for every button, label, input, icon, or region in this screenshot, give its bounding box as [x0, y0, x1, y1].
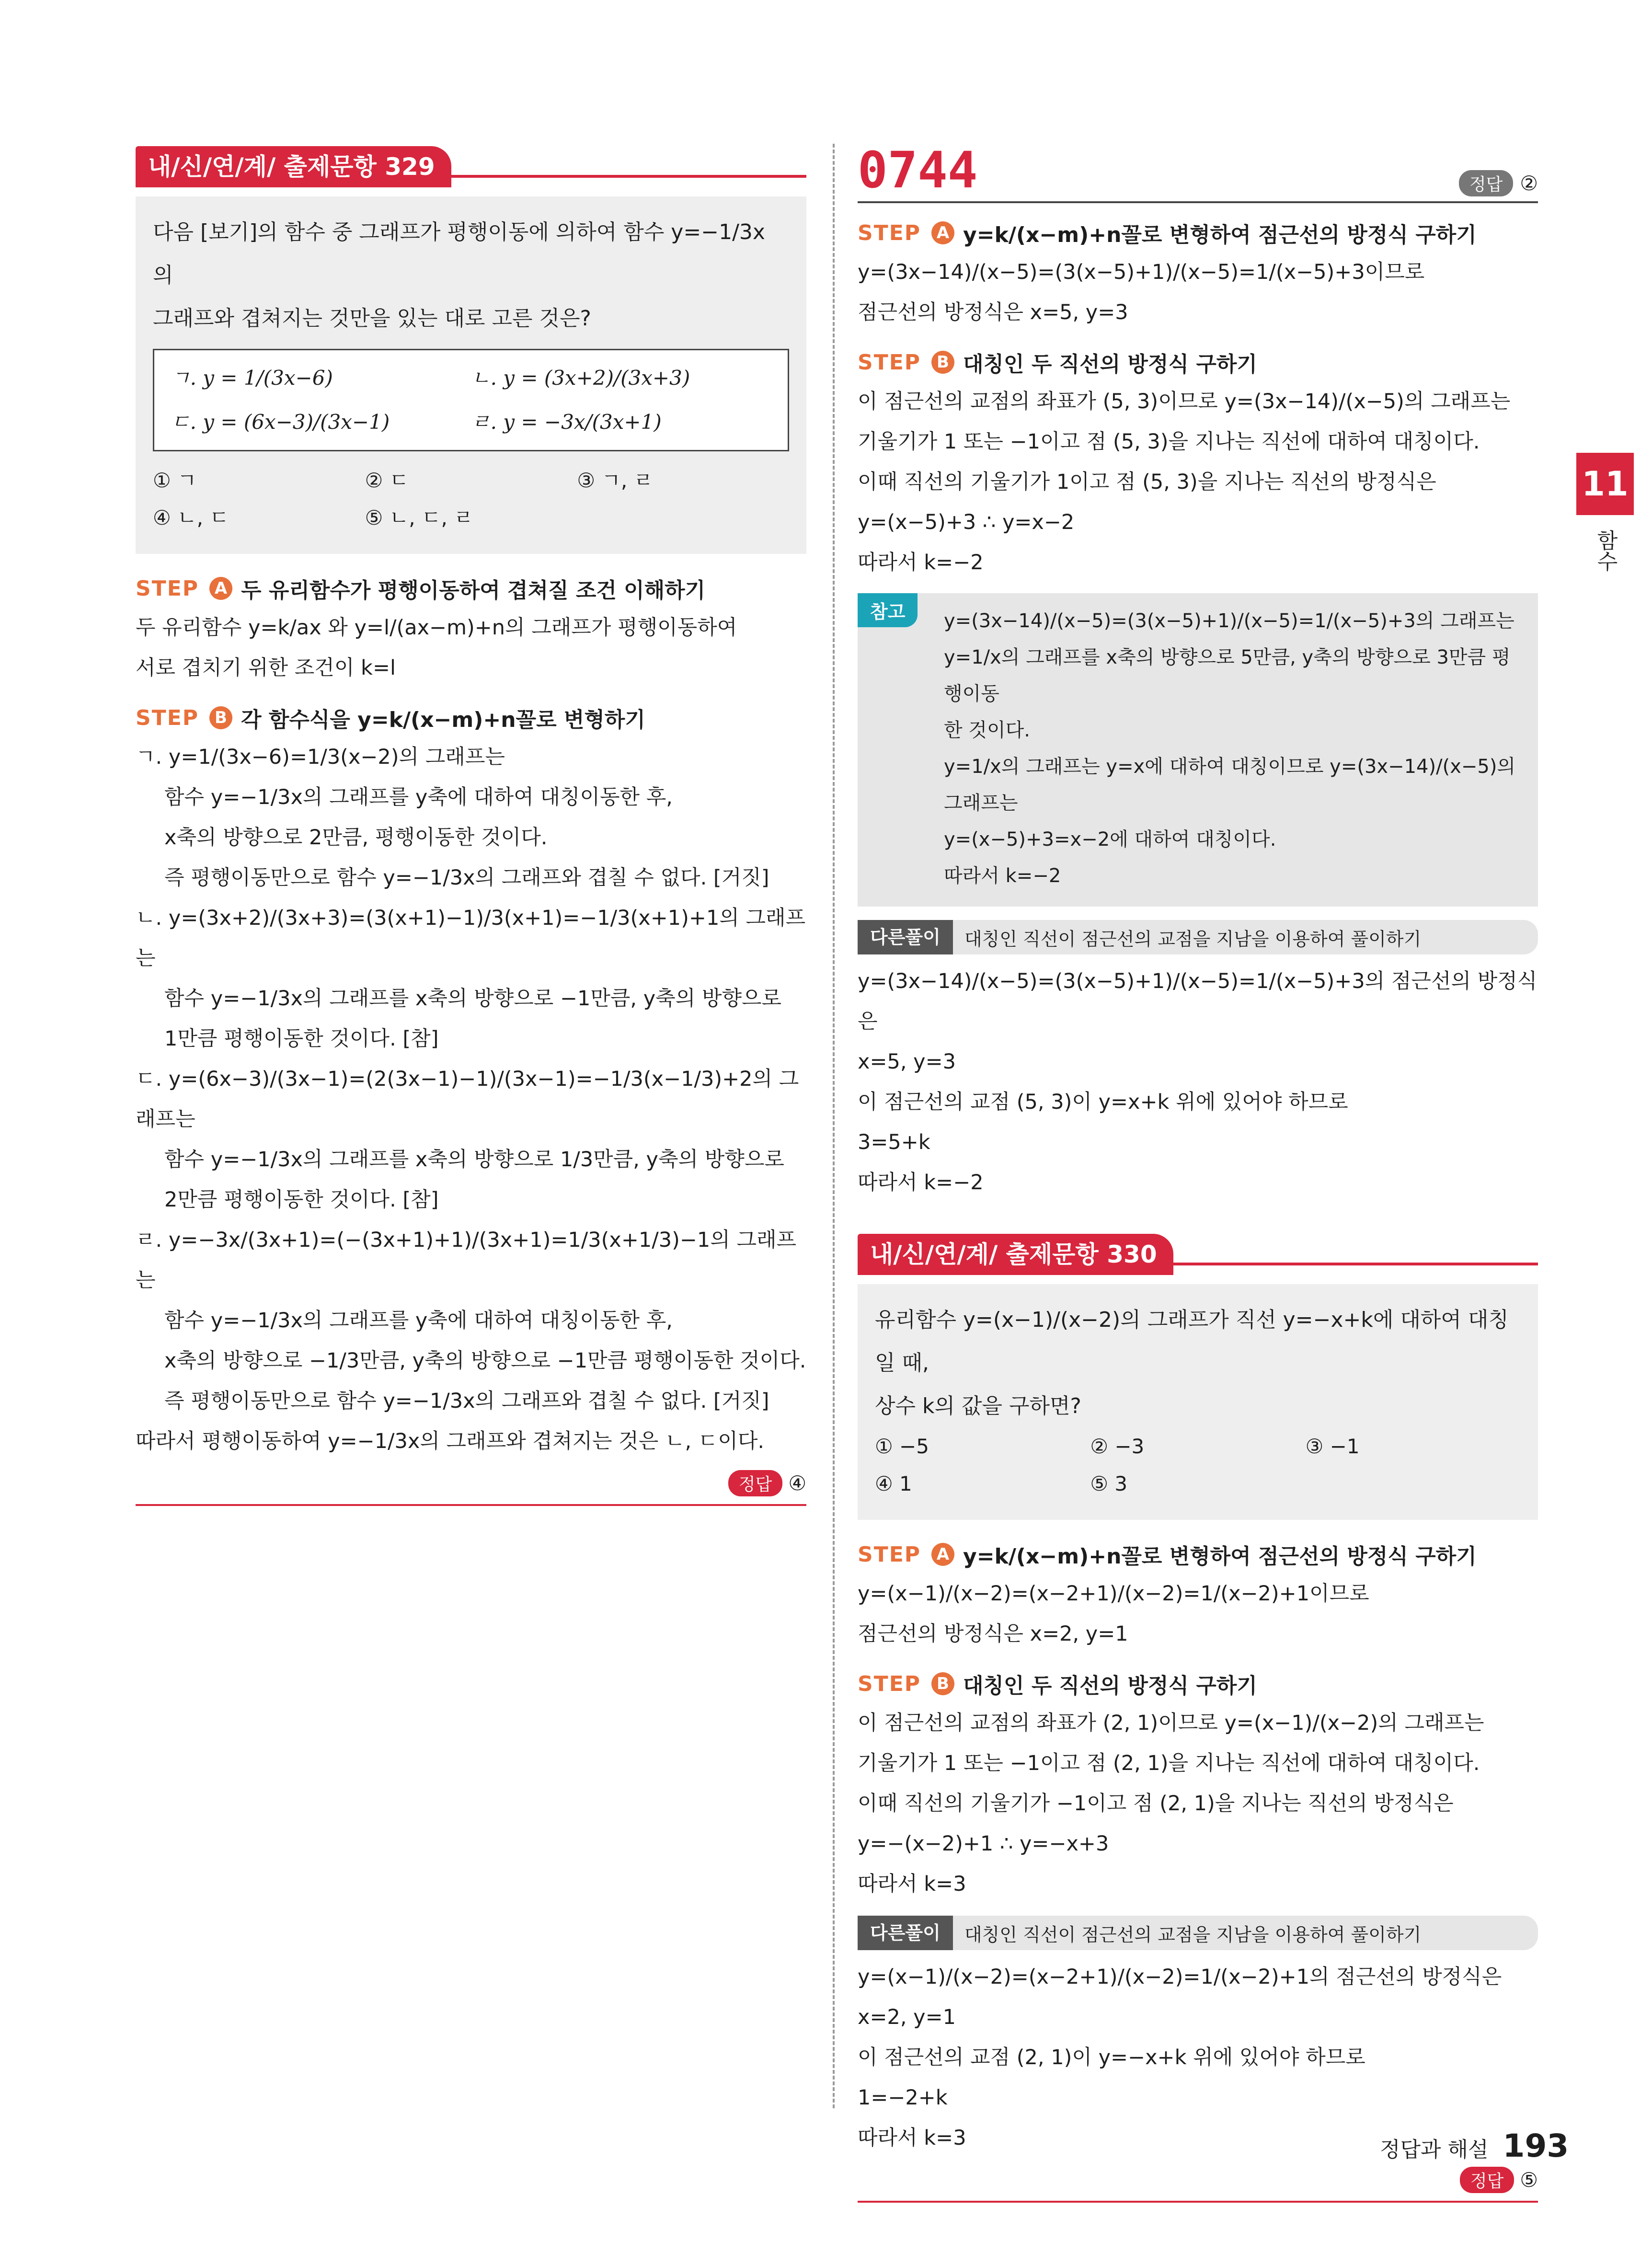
text-line: 기울기가 1 또는 −1이고 점 (2, 1)을 지나는 직선에 대하여 대칭이다.: [858, 1751, 1480, 1775]
alt-solution-heading: [858, 920, 1538, 954]
footer-label: 정답과 해설: [1380, 2138, 1489, 2162]
answer-row: [858, 2167, 1538, 2193]
alt-tag: 다른풀이: [858, 920, 953, 954]
text-line: y=(3x−14)/(x−5)=(3(x−5)+1)/(x−5)=1/(x−5)+3의 그래프는: [944, 610, 1514, 632]
problem-0744-header: [858, 141, 1538, 203]
problem-329-header: [136, 144, 806, 190]
text-line: 따라서 k=3: [858, 2126, 966, 2150]
page-number: 193: [1503, 2127, 1569, 2164]
problem-number: 0744: [858, 141, 978, 199]
text-line: 점근선의 방정식은 x=2, y=1: [858, 1622, 1128, 1646]
step-label: STEP: [858, 350, 921, 375]
answer-badge: 정답: [728, 1470, 783, 1496]
text-line: 서로 겹치기 위한 조건이 k=l: [136, 656, 396, 680]
alt-solution-body: [858, 961, 1538, 1203]
step-letter: B: [931, 351, 954, 374]
step-title: 두 유리함수가 평행이동하여 겹쳐질 조건 이해하기: [241, 578, 706, 603]
reference-note: [858, 593, 1538, 907]
text-line: y=(x−5)+3 ∴ y=x−2: [858, 510, 1075, 534]
step-a-heading: [136, 573, 806, 604]
note-body: [944, 603, 1524, 894]
header-rule: [1173, 1263, 1538, 1265]
text-line: 이때 직선의 기울기가 1이고 점 (5, 3)을 지나는 직선의 방정식은: [858, 470, 1436, 494]
right-column: [858, 141, 1538, 2203]
problem-329-question-2: 그래프와 겹쳐지는 것만을 있는 대로 고른 것은?: [153, 306, 591, 331]
step-a-body: [858, 252, 1538, 333]
step-b-body: [136, 737, 806, 1461]
note-tag: 참고: [858, 593, 918, 627]
step-label: STEP: [136, 576, 199, 601]
alt-solution-heading: [858, 1916, 1538, 1950]
text-line: 즉 평행이동만으로 함수 y=−1/3x의 그래프와 겹칠 수 없다. [거짓]: [164, 1389, 769, 1413]
alt-tag: 다른풀이: [858, 1916, 953, 1950]
choice: ⑤ ㄴ, ㄷ, ㄹ: [365, 506, 473, 529]
text-line: y=1/x의 그래프는 y=x에 대하여 대칭이므로 y=(3x−14)/(x−5)의 그래프는: [944, 756, 1516, 814]
left-column: [136, 144, 806, 1506]
step-letter: A: [209, 577, 232, 600]
step-a-heading: [858, 1539, 1538, 1570]
text-line: ㄹ. y=−3x/(3x+1)=(−(3x+1)+1)/(3x+1)=1/3(x+1/3)−1의 그래프는: [136, 1228, 797, 1292]
answer-choices: [875, 1428, 1521, 1503]
text-line: x=2, y=1: [858, 2005, 956, 2029]
example-box: [153, 349, 789, 451]
answer-badge: 정답: [1459, 170, 1514, 196]
text-line: 한 것이다.: [944, 719, 1030, 741]
answer-value: ⑤: [1520, 2168, 1538, 2192]
text-line: 즉 평행이동만으로 함수 y=−1/3x의 그래프와 겹칠 수 없다. [거짓]: [164, 866, 769, 890]
text-line: 함수 y=−1/3x의 그래프를 x축의 방향으로 1/3만큼, y축의 방향으로: [164, 1148, 784, 1172]
text-line: ㄷ. y=(6x−3)/(3x−1)=(2(3x−1)−1)/(3x−1)=−1/3(x−1/3)+2의 그래프는: [136, 1067, 799, 1131]
text-line: 점근선의 방정식은 x=5, y=3: [858, 300, 1128, 324]
text-line: 이 점근선의 교점 (5, 3)이 y=x+k 위에 있어야 하므로: [858, 1090, 1348, 1114]
step-b-heading: [136, 702, 806, 733]
step-label: STEP: [858, 1542, 921, 1567]
text-line: 1=−2+k: [858, 2086, 948, 2110]
step-label: STEP: [858, 220, 921, 245]
page-footer: [1380, 2127, 1569, 2164]
problem-329-question-1: 다음 [보기]의 함수 중 그래프가 평행이동에 의하여 함수 y=−1/3x 의: [153, 220, 765, 287]
example-item: ㄴ. y = (3x+2)/(3x+3): [471, 366, 690, 390]
column-divider: [833, 144, 835, 2108]
example-item: ㄹ. y = −3x/(3x+1): [471, 410, 662, 434]
text-line: 따라서 k=−2: [944, 865, 1061, 887]
step-a-body: [136, 608, 806, 688]
answer-row: [1459, 170, 1538, 196]
section-end-rule: [136, 1504, 806, 1506]
problem-329-box: [136, 196, 806, 554]
text-line: 1만큼 평행이동한 것이다. [참]: [164, 1027, 439, 1051]
step-label: STEP: [136, 705, 199, 730]
problem-330-header: [858, 1231, 1538, 1277]
example-item: ㄷ. y = (6x−3)/(3x−1): [171, 410, 390, 434]
problem-330-question-1: 유리함수 y=(x−1)/(x−2)의 그래프가 직선 y=−x+k에 대하여 대칭일 때,: [875, 1308, 1509, 1375]
spacer: [858, 1203, 1538, 1231]
text-line: 이 점근선의 교점 (2, 1)이 y=−x+k 위에 있어야 하므로: [858, 2046, 1365, 2069]
step-b-heading: [858, 347, 1538, 378]
problem-329-badge: 내/신/연/계/ 출제문항 329: [136, 146, 451, 187]
text-line: y=−(x−2)+1 ∴ y=−x+3: [858, 1832, 1109, 1856]
text-line: 이 점근선의 교점의 좌표가 (2, 1)이므로 y=(x−1)/(x−2)의 그래프는: [858, 1711, 1484, 1735]
step-letter: B: [931, 1672, 954, 1695]
answer-choices: [153, 462, 789, 537]
text-line: 함수 y=−1/3x의 그래프를 x축의 방향으로 −1만큼, y축의 방향으로: [164, 987, 782, 1011]
problem-330-badge: 내/신/연/계/ 출제문항 330: [858, 1234, 1173, 1275]
choice: ③ −1: [1305, 1435, 1360, 1458]
text-line: 3=5+k: [858, 1130, 930, 1154]
choice: ④ 1: [875, 1472, 912, 1495]
step-title: 대칭인 두 직선의 방정식 구하기: [963, 1674, 1257, 1698]
step-title: y=k/(x−m)+n꼴로 변형하여 점근선의 방정식 구하기: [963, 1544, 1477, 1569]
text-line: 두 유리함수 y=k/ax 와 y=l/(ax−m)+n의 그래프가 평행이동하여: [136, 616, 737, 640]
step-label: STEP: [858, 1671, 921, 1696]
step-a-heading: [858, 218, 1538, 248]
choice: ② ㄷ: [365, 469, 409, 492]
alt-title: 대칭인 직선이 점근선의 교점을 지남을 이용하여 풀이하기: [964, 928, 1422, 950]
problem-330-question-2: 상수 k의 값을 구하면?: [875, 1394, 1081, 1418]
header-rule: [451, 175, 806, 178]
text-line: y=(x−5)+3=x−2에 대하여 대칭이다.: [944, 828, 1276, 850]
text-line: 기울기가 1 또는 −1이고 점 (5, 3)을 지나는 직선에 대하여 대칭이다.: [858, 430, 1480, 454]
chapter-label: 함수: [1593, 529, 1618, 572]
text-line: ㄱ. y=1/(3x−6)=1/3(x−2)의 그래프는: [136, 745, 505, 769]
answer-value: ④: [788, 1471, 806, 1495]
step-b-body: [858, 381, 1538, 583]
step-a-body: [858, 1574, 1538, 1654]
step-letter: A: [931, 1543, 954, 1566]
text-line: 이때 직선의 기울기가 −1이고 점 (2, 1)을 지나는 직선의 방정식은: [858, 1792, 1454, 1816]
answer-badge: 정답: [1460, 2167, 1514, 2193]
choice: ④ ㄴ, ㄷ: [153, 506, 229, 529]
text-line: 따라서 k=−2: [858, 1171, 984, 1195]
step-letter: B: [209, 706, 232, 729]
text-line: x축의 방향으로 −1/3만큼, y축의 방향으로 −1만큼 평행이동한 것이다.: [164, 1349, 806, 1373]
text-line: y=(x−1)/(x−2)=(x−2+1)/(x−2)=1/(x−2)+1의 점근선의 방정식은: [858, 1965, 1502, 1989]
text-line: x축의 방향으로 2만큼, 평행이동한 것이다.: [164, 826, 548, 850]
text-line: 따라서 평행이동하여 y=−1/3x의 그래프와 겹쳐지는 것은 ㄴ, ㄷ이다.: [136, 1429, 765, 1453]
text-line: y=(3x−14)/(x−5)=(3(x−5)+1)/(x−5)=1/(x−5)+3의 점근선의 방정식은: [858, 969, 1537, 1034]
choice: ② −3: [1090, 1435, 1145, 1458]
text-line: y=(x−1)/(x−2)=(x−2+1)/(x−2)=1/(x−2)+1이므로: [858, 1582, 1369, 1606]
choice: ① −5: [875, 1435, 929, 1458]
text-line: 2만큼 평행이동한 것이다. [참]: [164, 1188, 439, 1212]
section-end-rule: [858, 2201, 1538, 2203]
step-b-body: [858, 1703, 1538, 1904]
example-item: ㄱ. y = 1/(3x−6): [171, 366, 333, 390]
choice: ① ㄱ: [153, 469, 197, 492]
choice: ③ ㄱ, ㄹ: [577, 469, 654, 492]
text-line: ㄴ. y=(3x+2)/(3x+3)=(3(x+1)−1)/3(x+1)=−1/3(x+1)+1의 그래프는: [136, 906, 806, 970]
step-title: 대칭인 두 직선의 방정식 구하기: [963, 352, 1257, 377]
problem-330-box: [858, 1284, 1538, 1520]
step-letter: A: [931, 221, 954, 244]
text-line: x=5, y=3: [858, 1050, 956, 1074]
step-title: y=k/(x−m)+n꼴로 변형하여 점근선의 방정식 구하기: [963, 223, 1477, 247]
text-line: 이 점근선의 교점의 좌표가 (5, 3)이므로 y=(3x−14)/(x−5)의 그래프는: [858, 390, 1511, 414]
text-line: 함수 y=−1/3x의 그래프를 y축에 대하여 대칭이동한 후,: [164, 1309, 673, 1333]
text-line: y=(3x−14)/(x−5)=(3(x−5)+1)/(x−5)=1/(x−5)+3이므로: [858, 260, 1425, 284]
text-line: 함수 y=−1/3x의 그래프를 y축에 대하여 대칭이동한 후,: [164, 785, 673, 809]
choice: ⑤ 3: [1090, 1472, 1128, 1495]
chapter-tab: 11: [1576, 453, 1634, 515]
alt-title: 대칭인 직선이 점근선의 교점을 지남을 이용하여 풀이하기: [964, 1924, 1422, 1945]
text-line: y=1/x의 그래프를 x축의 방향으로 5만큼, y축의 방향으로 3만큼 평행이동: [944, 646, 1511, 705]
step-b-heading: [858, 1668, 1538, 1699]
text-line: 따라서 k=3: [858, 1872, 966, 1896]
text-line: 따라서 k=−2: [858, 551, 984, 575]
step-title: 각 함수식을 y=k/(x−m)+n꼴로 변형하기: [241, 708, 645, 732]
answer-value: ②: [1520, 172, 1538, 195]
answer-row: [136, 1470, 806, 1496]
